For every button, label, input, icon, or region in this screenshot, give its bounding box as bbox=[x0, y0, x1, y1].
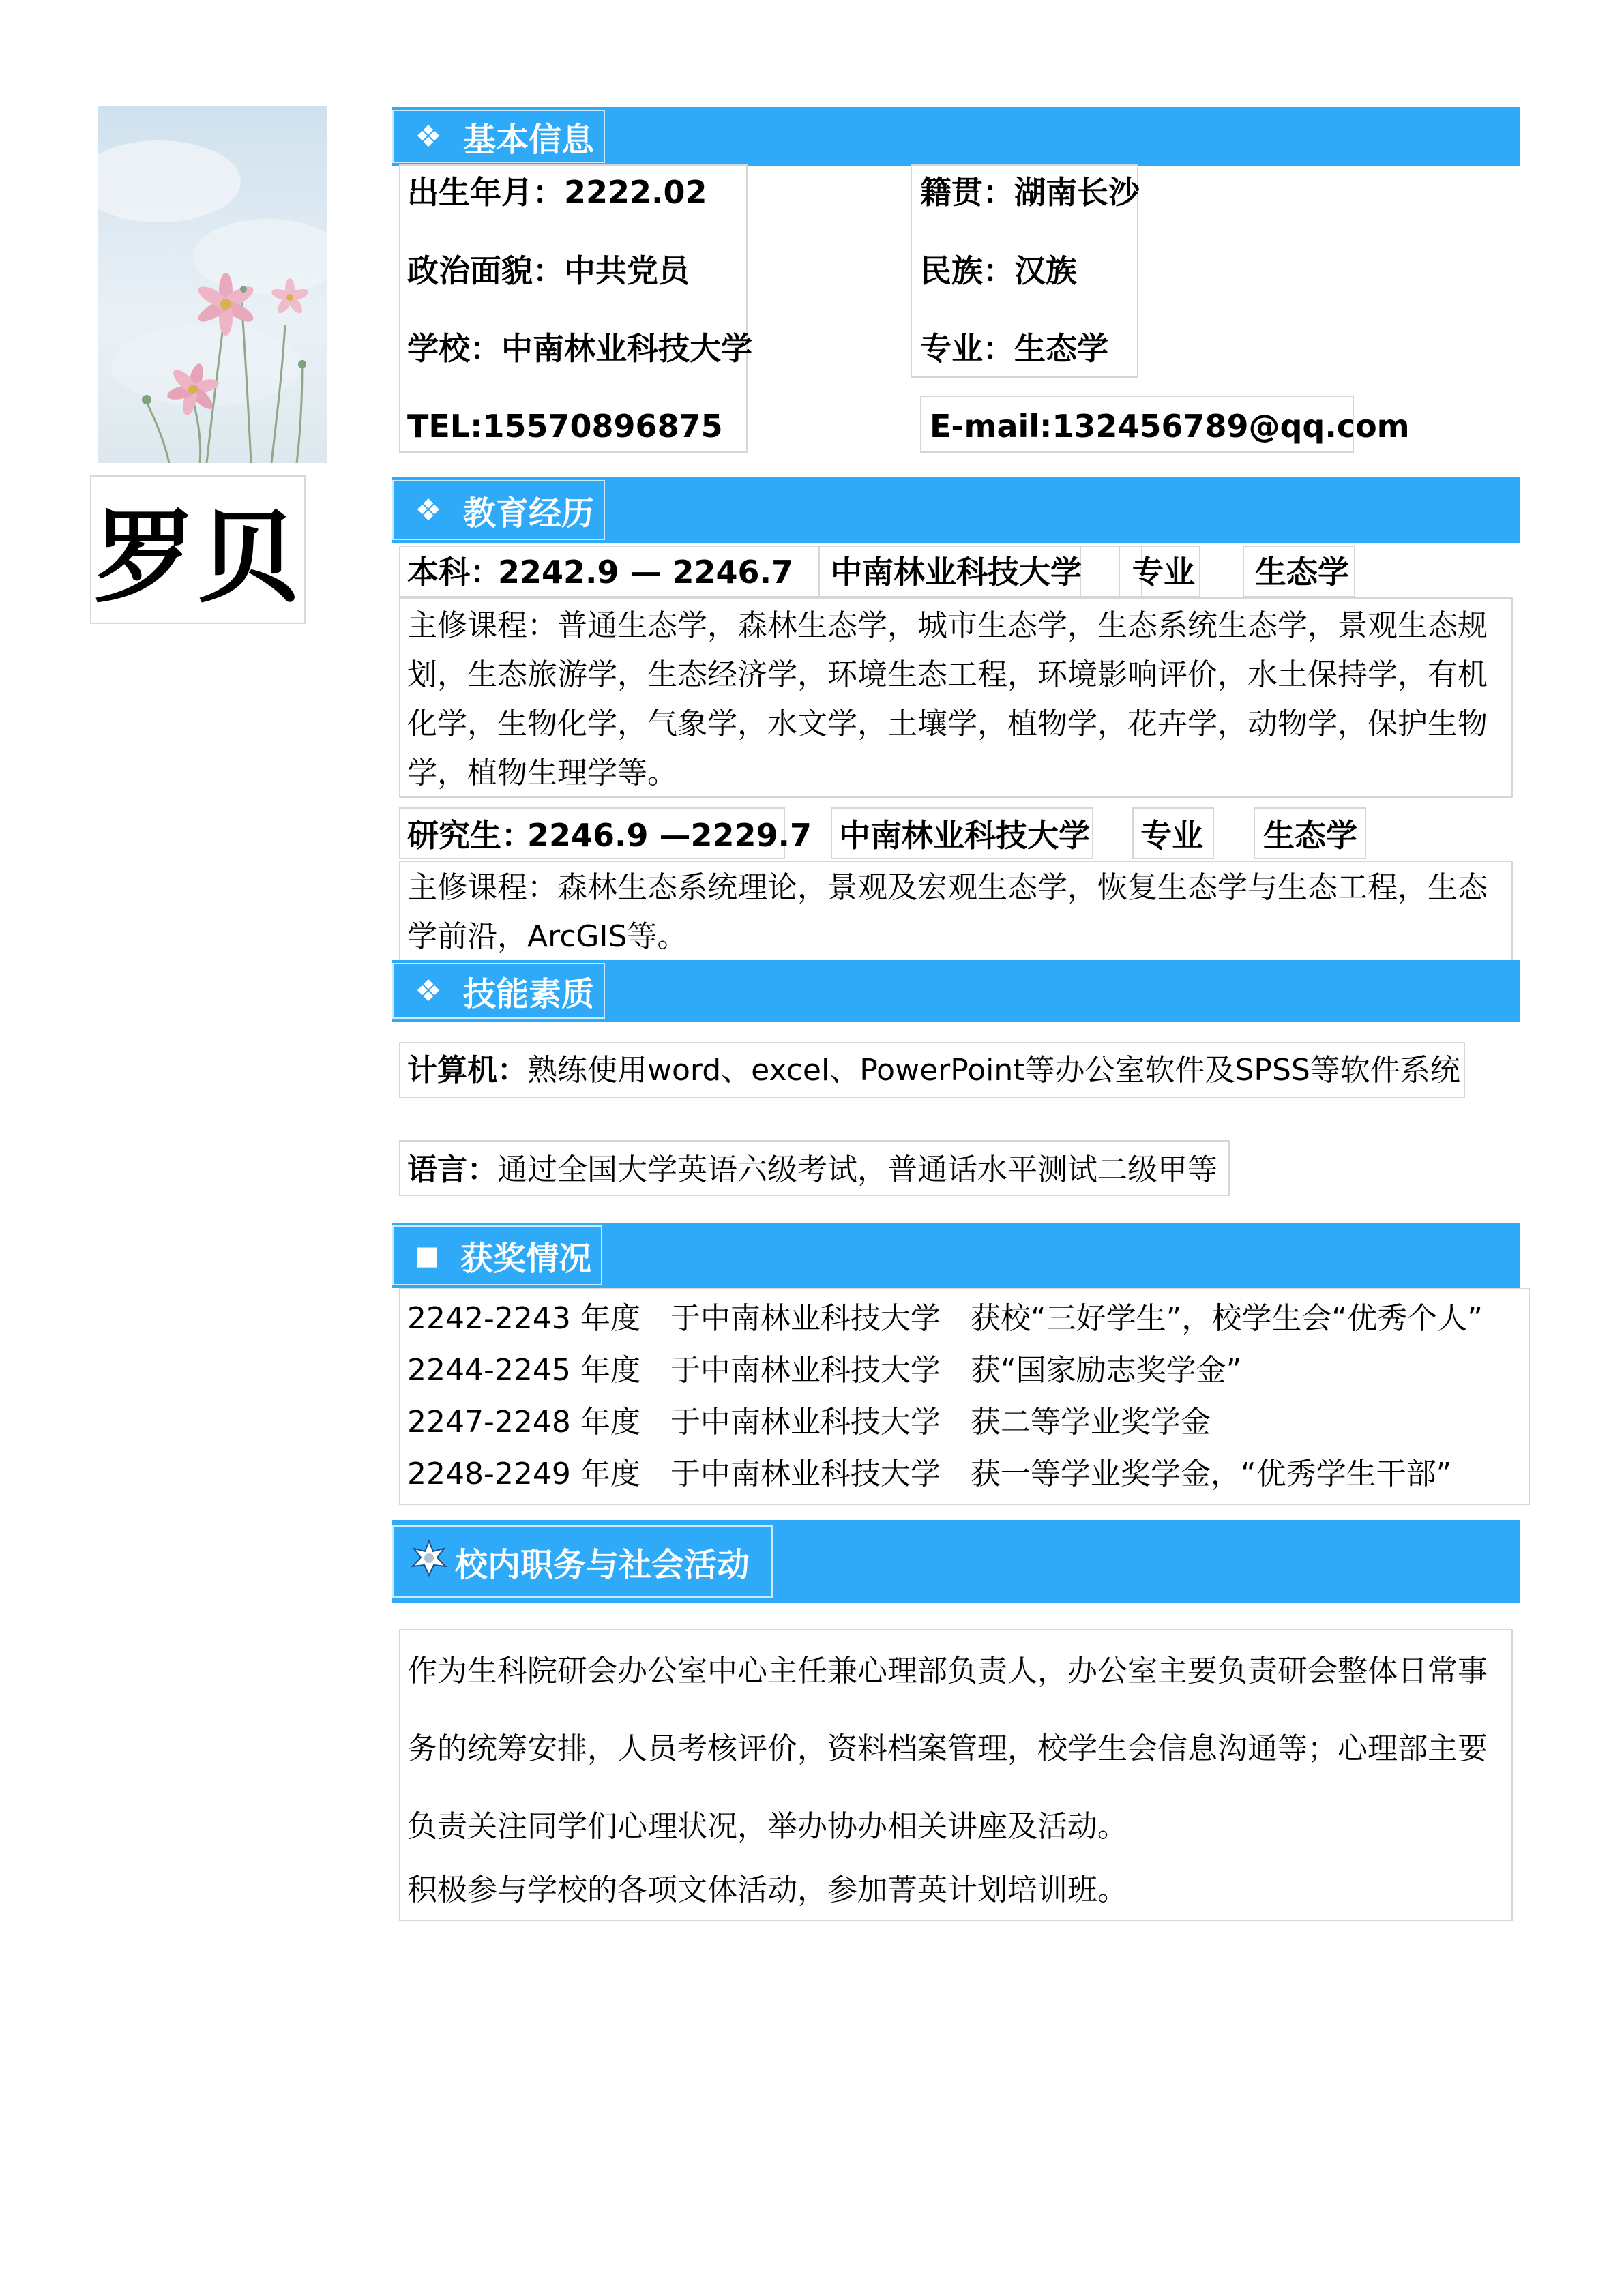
diamond-icon: ❖ bbox=[415, 119, 442, 154]
section-label bbox=[392, 110, 605, 163]
computer-skill bbox=[407, 1053, 1460, 1088]
ethnicity: 民族：汉族 bbox=[920, 252, 1077, 289]
award-item: 2248-2249 年度 于中南林业科技大学 获一等学业奖学金，“优秀学生干部” bbox=[407, 1457, 1452, 1491]
graduate-major-label: 专业 bbox=[1140, 817, 1203, 854]
star-icon bbox=[409, 1539, 449, 1585]
name-box bbox=[90, 475, 306, 624]
award-item: 2244-2245 年度 于中南林业科技大学 获“国家励志奖学金” bbox=[407, 1353, 1242, 1388]
language-skill-label: 语言： bbox=[407, 1152, 497, 1187]
undergrad-period: 2242.9 — 2246.7 bbox=[498, 554, 794, 591]
email: E-mail:132456789@qq.com bbox=[930, 408, 1410, 445]
phone: TEL:15570896875 bbox=[407, 408, 723, 445]
graduate-major: 生态学 bbox=[1263, 817, 1357, 854]
undergrad-school: 中南林业科技大学 bbox=[831, 554, 1082, 591]
undergrad-major: 生态学 bbox=[1255, 554, 1349, 591]
section-title: 校内职务与社会活动 bbox=[455, 1545, 750, 1584]
activities-paragraph-1: 作为生科院研会办公室中心主任兼心理部负责人，办公室主要负责研会整体日常事务的统筹安排，人员考核评价，资料档案管理，校学生会信息沟通等；心理部主要负责关注同学们心理状况，举办协办相关讲座及活动。 bbox=[407, 1654, 1488, 1844]
section-header-education bbox=[392, 477, 1520, 543]
graduate-label: 研究生： bbox=[407, 817, 533, 854]
birth-date: 出生年月：2222.02 bbox=[407, 174, 707, 211]
language-skill bbox=[407, 1152, 1217, 1187]
section-header-awards bbox=[392, 1223, 1520, 1288]
section-label bbox=[392, 480, 605, 540]
undergrad-major-label: 专业 bbox=[1132, 554, 1195, 591]
section-label bbox=[392, 963, 605, 1019]
award-item: 2242-2243 年度 于中南林业科技大学 获校“三好学生”，校学生会“优秀个人” bbox=[407, 1301, 1483, 1336]
section-title: 教育经历 bbox=[462, 494, 594, 533]
profile-photo bbox=[98, 106, 327, 463]
flower-illustration bbox=[98, 106, 327, 463]
section-title: 基本信息 bbox=[462, 120, 594, 159]
school: 学校：中南林业科技大学 bbox=[407, 330, 752, 367]
section-label bbox=[392, 1225, 602, 1285]
major: 专业：生态学 bbox=[920, 330, 1108, 367]
graduate-period: 2246.9 —2229.7 bbox=[527, 817, 812, 854]
diamond-icon: ❖ bbox=[415, 973, 442, 1009]
political-status: 政治面貌：中共党员 bbox=[407, 252, 690, 289]
candidate-name: 罗贝 bbox=[94, 499, 301, 616]
section-title: 技能素质 bbox=[462, 974, 594, 1013]
undergrad-courses: 主修课程：普通生态学，森林生态学，城市生态学，生态系统生态学，景观生态规划，生态旅游学，生态经济学，环境生态工程，环境影响评价，水土保持学，有机化学，生物化学，气象学，水文学，土壤学，植物学，花卉学，动物学，保护生物学，植物生理学等。 bbox=[407, 608, 1488, 790]
diamond-icon: ❖ bbox=[415, 492, 442, 528]
award-item: 2247-2248 年度 于中南林业科技大学 获二等学业奖学金 bbox=[407, 1405, 1211, 1440]
native-place: 籍贯：湖南长沙 bbox=[920, 174, 1140, 211]
computer-skill-text: 熟练使用word、excel、PowerPoint等办公室软件及SPSS等软件系统 bbox=[527, 1053, 1460, 1088]
graduate-courses: 主修课程：森林生态系统理论，景观及宏观生态学，恢复生态学与生态工程，生态学前沿，ArcGIS等。 bbox=[407, 870, 1488, 954]
section-header-activities bbox=[392, 1520, 1520, 1603]
language-skill-text: 通过全国大学英语六级考试，普通话水平测试二级甲等 bbox=[497, 1152, 1217, 1187]
section-header-basic bbox=[392, 107, 1520, 166]
computer-skill-label: 计算机： bbox=[407, 1053, 527, 1088]
undergrad-label: 本科： bbox=[407, 554, 501, 591]
section-header-skills bbox=[392, 960, 1520, 1022]
section-label bbox=[392, 1525, 773, 1598]
activities-paragraph-2: 积极参与学校的各项文体活动，参加菁英计划培训班。 bbox=[407, 1873, 1127, 1907]
section-title: 获奖情况 bbox=[460, 1239, 591, 1278]
graduate-school: 中南林业科技大学 bbox=[839, 817, 1090, 854]
star-icon-graphic bbox=[410, 1539, 448, 1577]
square-icon: ■ bbox=[415, 1240, 439, 1270]
